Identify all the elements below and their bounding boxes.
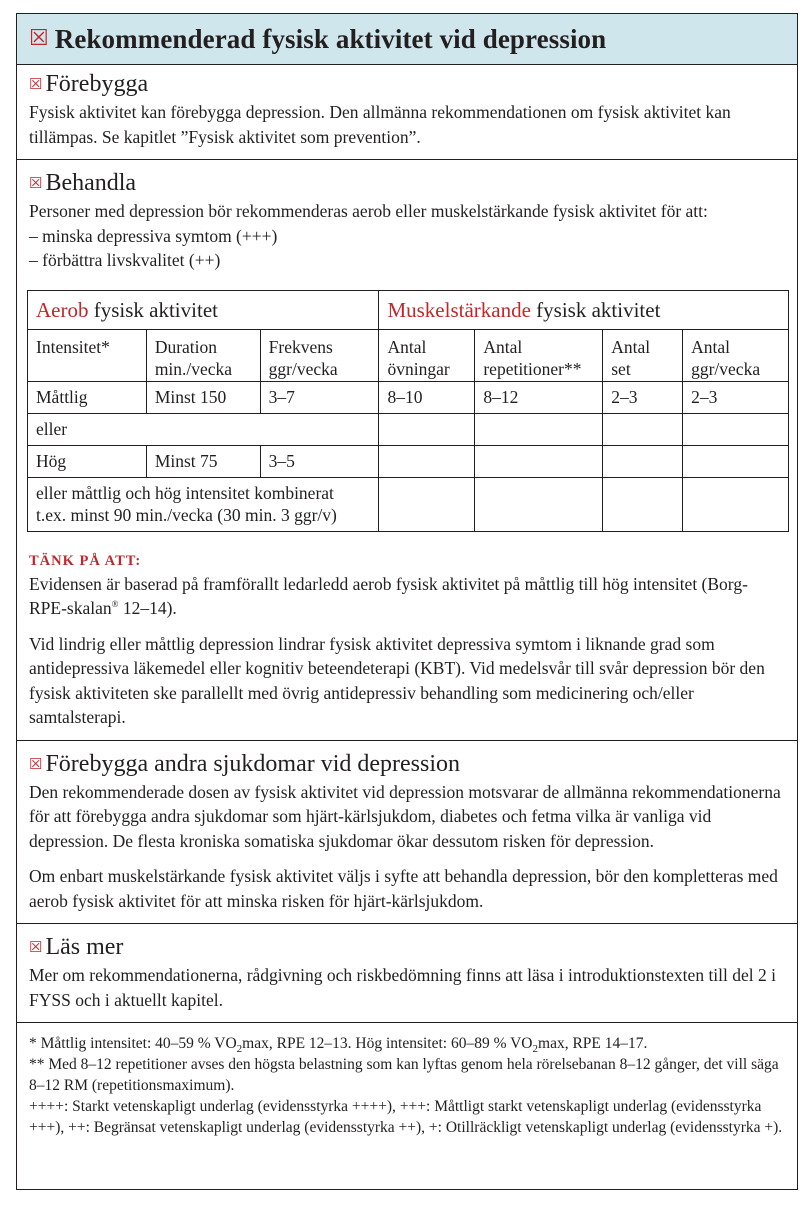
- note-label: TÄNK PÅ ATT:: [29, 552, 142, 569]
- col-frequency: [260, 329, 379, 381]
- footnote-repetitions: ** Med 8–12 repetitioner avses den högsta belastning som kan lyftas genom hela rörelsebanan 8–12 gånger, det vill säga 8–12 RM (repetitionsmaximum).: [29, 1056, 779, 1094]
- cell-combined-line2: t.ex. minst 90 min./vecka (30 min. 3 ggr/v): [36, 505, 337, 525]
- prevent-section: [17, 65, 797, 160]
- empty-cell: [603, 445, 683, 477]
- cell-repetitions: 8–12: [475, 381, 603, 413]
- muscle-header: [379, 290, 789, 329]
- col-frequency-line2: ggr/vecka: [268, 358, 338, 379]
- footnote-1b: max, RPE 12–13. Hög intensitet: 60–89 % VO: [242, 1035, 533, 1052]
- treat-heading-text: Behandla: [45, 170, 137, 196]
- col-duration: [146, 329, 260, 381]
- cell-or: eller: [28, 413, 379, 445]
- read-more-section: [17, 924, 797, 1023]
- aerob-header-red: Aerob: [36, 297, 89, 322]
- empty-cell: [475, 477, 603, 531]
- cell-moderate-frequency: 3–7: [260, 381, 379, 413]
- footnote-evidence: ++++: Starkt vetenskapligt underlag (evidensstyrka ++++), +++: Måttligt starkt vetenskapligt underlag (evidensstyrka +++), ++: Begränsat vetenskapligt underlag (evidensstyrka ++), +: Otillräckligt vetenskapligt underlag (evidensstyrka +).: [29, 1098, 783, 1136]
- col-times-line2: ggr/vecka: [691, 358, 761, 379]
- empty-cell: [683, 445, 789, 477]
- col-sets: [603, 329, 683, 381]
- col-sets-line1: Antal: [611, 336, 651, 357]
- empty-cell: [603, 413, 683, 445]
- col-repetitions: [475, 329, 603, 381]
- col-exercises-line1: Antal: [387, 336, 427, 357]
- col-times: [683, 329, 789, 381]
- aerob-header-rest: fysisk aktivitet: [88, 297, 218, 322]
- more-heading-text: Läs mer: [45, 934, 124, 960]
- subscript-2: 2: [532, 1043, 539, 1056]
- prevent-heading-text: Förebygga: [45, 71, 149, 97]
- cell-combined-line1: eller måttlig och hög intensitet kombinerat: [36, 483, 334, 503]
- cell-high-frequency: 3–5: [260, 445, 379, 477]
- marker-icon: ☒: [29, 940, 43, 956]
- marker-icon: ☒: [29, 756, 43, 773]
- box-title: Rekommenderad fysisk aktivitet vid depression: [54, 23, 607, 54]
- marker-icon: ☒: [29, 77, 43, 93]
- col-intensity: [28, 329, 147, 381]
- other-heading-text: Förebygga andra sjukdomar vid depression: [45, 750, 461, 777]
- note-p1-end: 12–14).: [118, 598, 177, 618]
- cell-high: Hög: [28, 445, 147, 477]
- table-subheader-row: [28, 329, 789, 381]
- muscle-header-red: Muskelstärkande: [387, 297, 531, 322]
- cell-times: 2–3: [683, 381, 789, 413]
- treat-item: – förbättra livskvalitet (++): [29, 250, 221, 270]
- footnote-intensity: [29, 1033, 785, 1054]
- treat-section: [17, 160, 797, 741]
- muscle-header-rest: fysisk aktivitet: [530, 297, 661, 322]
- footnote-1a: * Måttlig intensitet: 40–59 % VO: [29, 1035, 237, 1052]
- cell-moderate-duration: Minst 150: [146, 381, 260, 413]
- note-p1-text: Evidensen är baserad på framförallt ledarledd aerob fysisk aktivitet på måttlig till hög intensitet (Borg-RPE-skalan: [29, 573, 748, 618]
- cell-exercises: 8–10: [379, 381, 475, 413]
- recommendation-box: [16, 13, 798, 1190]
- col-times-line1: Antal: [691, 336, 730, 357]
- cell-combined: [28, 477, 379, 531]
- empty-cell: [475, 413, 603, 445]
- empty-cell: [475, 445, 603, 477]
- note-paragraph-2: Vid lindrig eller måttlig depression lindrar fysisk aktivitet depressiva symtom i liknande grad som antidepressiva läkemedel eller kognitiv beteendeterapi (KBT). Vid medelsvår till svår depression bör den fysisk aktiviteten ske parallellt med övrig antidepressiv behandling som medicinering och/eller samtalsterapi.: [29, 633, 765, 727]
- table-row: [28, 445, 789, 477]
- prevent-heading: [29, 71, 785, 100]
- title-bar: [17, 14, 797, 65]
- more-heading: [29, 934, 785, 963]
- empty-cell: [683, 413, 789, 445]
- empty-cell: [603, 477, 683, 531]
- col-sets-line2: set: [611, 358, 631, 379]
- footnote-1c: max, RPE 14–17.: [538, 1035, 648, 1052]
- empty-cell: [683, 477, 789, 531]
- treat-intro: Personer med depression bör rekommenderas aerob eller muskelstärkande fysisk aktivitet för att:: [29, 201, 708, 221]
- col-repetitions-line2: repetitioner**: [483, 358, 582, 379]
- other-diseases-section: [17, 741, 797, 925]
- cell-moderate: Måttlig: [28, 381, 147, 413]
- empty-cell: [379, 445, 475, 477]
- col-exercises-line2: övningar: [387, 358, 450, 379]
- cell-high-duration: Minst 75: [146, 445, 260, 477]
- footnotes: [17, 1023, 797, 1146]
- col-duration-line2: min./vecka: [154, 358, 233, 379]
- treat-heading: [29, 170, 785, 199]
- col-intensity-label: Intensitet*: [36, 336, 110, 357]
- table-row: [28, 381, 789, 413]
- marker-icon: ☒: [29, 176, 43, 192]
- table-row: [28, 477, 789, 531]
- marker-icon: ☒: [29, 25, 49, 50]
- aerob-header: [28, 290, 379, 329]
- treat-item: – minska depressiva symtom (+++): [29, 225, 278, 246]
- table-row: [28, 413, 789, 445]
- other-paragraph-1: Den rekommenderade dosen av fysisk aktivitet vid depression motsvarar de allmänna rekommendationerna för att förebygga andra sjukdomar som hjärt-kärlsjukdom, diabetes och fetma vilka är vanliga vid depression. De flesta kroniska somatiska sjukdomar ökar dessutom risken för depression.: [29, 781, 781, 851]
- empty-cell: [379, 413, 475, 445]
- col-exercises: [379, 329, 475, 381]
- activity-table: [27, 290, 789, 532]
- subscript-2: 2: [236, 1043, 243, 1056]
- other-heading: [29, 751, 785, 780]
- more-text: Mer om rekommendationerna, rådgivning och riskbedömning finns att läsa i introduktionstexten till del 2 i FYSS och i aktuellt kapitel.: [29, 965, 777, 1010]
- empty-cell: [379, 477, 475, 531]
- other-paragraph-2: Om enbart muskelstärkande fysisk aktivitet väljs i syfte att behandla depression, bör den kompletteras med aerob fysisk aktivitet för att minska risken för hjärt-kärlsjukdom.: [29, 866, 778, 911]
- col-repetitions-line1: Antal: [483, 336, 523, 357]
- table-header-row: [28, 290, 789, 329]
- cell-sets: 2–3: [603, 381, 683, 413]
- col-duration-line1: Duration: [154, 336, 218, 357]
- registered-mark: ®: [111, 599, 119, 610]
- note-paragraph-1: [29, 572, 785, 621]
- col-frequency-line1: Frekvens: [268, 336, 333, 357]
- prevent-text: Fysisk aktivitet kan förebygga depression. Den allmänna rekommendationen om fysisk aktivitet kan tillämpas. Se kapitlet ”Fysisk aktivitet som prevention”.: [29, 102, 731, 147]
